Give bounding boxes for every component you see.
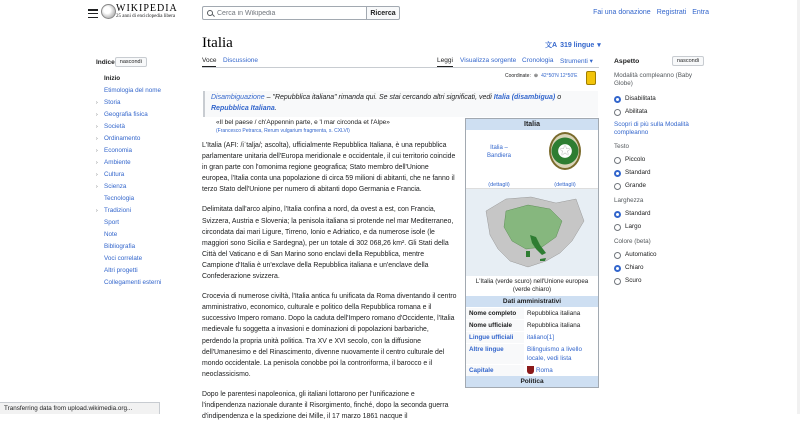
- chevron-right-icon[interactable]: ›: [96, 100, 98, 106]
- width-label: Larghezza: [614, 197, 644, 204]
- toc-item-label: Ambiente: [104, 159, 131, 166]
- infobox-value: [524, 308, 598, 319]
- toc-item[interactable]: [96, 109, 188, 121]
- tab-strumenti-label: Strumenti: [560, 58, 588, 65]
- text-size-option[interactable]: [614, 155, 704, 165]
- toc-item[interactable]: [96, 265, 188, 277]
- toc-item[interactable]: [96, 121, 188, 133]
- hatnote-disambig-link[interactable]: Disambiguazione: [211, 94, 265, 101]
- search-input[interactable]: [217, 10, 357, 17]
- paragraph-intro: L'Italia (AFI: /iˈtalja/; ascolta), ufficialmente Repubblica Italiana, è una repubblica parlamentare unitaria dell'Europa meridionale e occidentale, il cui territorio coincide in gran parte con l'omonima regione geografica; Stato membro dell'Unione europea, l'Italia conta una popolazione di circa 59 milioni di abitanti, che ne fanno il terzo Stato dell'Unione per numero di abitanti dopo Germania e Francia.: [202, 142, 456, 194]
- language-button[interactable]: [545, 40, 601, 50]
- chevron-down-icon: ▾: [589, 58, 593, 65]
- disambiguation-hatnote: [203, 91, 598, 117]
- radio-button-icon[interactable]: [614, 265, 621, 272]
- text-size-option-label: Grande: [625, 182, 647, 189]
- chevron-right-icon[interactable]: ›: [96, 184, 98, 190]
- quote-source[interactable]: (Francesco Petrarca, Rerum vulgarium fragmenta, s. CXLVI): [216, 128, 350, 134]
- toc-item[interactable]: [96, 241, 188, 253]
- width-option[interactable]: [614, 209, 704, 219]
- toc-item[interactable]: [96, 85, 188, 97]
- text-size-label: Testo: [614, 143, 630, 150]
- toc-item-label: Inizio: [104, 75, 121, 82]
- infobox-key: Capitale: [466, 365, 524, 376]
- hatnote-end: .: [274, 105, 277, 112]
- toc-item-label: Economia: [104, 147, 133, 154]
- paragraph-risorgimento: Dopo le parentesi napoleonica, gli italiani lottarono per l'unificazione e l'indipendenza nazionale durante il Risorgimento, finché, dopo la seconda guerra d'indipendenza e la spedizione dei Mille, il 17 marzo 1861 nacque il: [202, 390, 449, 421]
- infobox-row: [466, 343, 598, 364]
- toc-item-label: Bibliografia: [104, 243, 136, 250]
- radio-button-icon[interactable]: [614, 109, 621, 116]
- toc-item-label: Geografia fisica: [104, 111, 148, 118]
- table-of-contents: [96, 57, 188, 289]
- infobox-value: [524, 320, 598, 331]
- infobox-key: Lingue ufficiali: [466, 332, 524, 343]
- europe-map-icon: [476, 191, 588, 275]
- toc-list: [96, 73, 188, 289]
- infobox-section-politica: Politica: [466, 376, 598, 387]
- infobox-row: [466, 319, 598, 331]
- chevron-right-icon[interactable]: ›: [96, 148, 98, 154]
- color-option[interactable]: [614, 263, 704, 273]
- compat-option[interactable]: [614, 107, 704, 117]
- toc-item-label: Collegamenti esterni: [104, 279, 162, 286]
- toc-hide-button[interactable]: nascondi: [115, 57, 147, 67]
- paragraph-history: Crocevia di numerose civiltà, l'Italia antica fu unificata da Roma diventando il centro amministrativo, economico, culturale e politico della Repubblica romana e il successivo Impero romano. Dopo la caduta dell'Impero romano d'Occidente, l'Italia medievale fu soggetta a invasioni e dominazioni di popolazioni barbariche, perdendo la propria unità politica. Tra XV e XVI secolo, con la diffusione dell'Umanesimo e del Rinascimento, divenne nuovamente il centro culturale del mondo occidentale. La penisola conobbe poi la controriforma, il barocco e il neoclassicismo.: [202, 293, 457, 378]
- language-count: 319 lingue: [560, 41, 595, 49]
- hatnote-mid: o: [555, 94, 562, 101]
- toc-item-label: Cultura: [104, 171, 125, 178]
- toc-item[interactable]: [96, 133, 188, 145]
- infobox-value[interactable]: [524, 344, 598, 364]
- locator-map[interactable]: [466, 188, 598, 276]
- page-tabs: [202, 55, 599, 68]
- toc-item[interactable]: [96, 253, 188, 265]
- width-option-label: Standard: [625, 210, 651, 217]
- infobox-row: [466, 364, 598, 376]
- compat-option-label: Disabilitata: [625, 95, 656, 102]
- infobox-row: [466, 307, 598, 319]
- infobox-key: Nome completo: [466, 308, 524, 319]
- toc-item[interactable]: [96, 217, 188, 229]
- globe-icon: ⊕: [533, 73, 539, 79]
- infobox-value[interactable]: [524, 365, 598, 376]
- donate-link[interactable]: Fai una donazione: [593, 9, 651, 16]
- compat-mode-text: Modalità compleanno (Baby Globe): [614, 72, 693, 87]
- color-option-label: Automatico: [625, 251, 657, 258]
- radio-button-icon[interactable]: [614, 211, 621, 218]
- radio-button-icon[interactable]: [614, 157, 621, 164]
- toc-item[interactable]: [96, 205, 188, 217]
- appearance-panel: [614, 56, 704, 289]
- tab-voce[interactable]: Voce: [202, 57, 216, 67]
- toc-item-label: Voci correlate: [104, 255, 143, 262]
- tab-cronologia[interactable]: Cronologia: [522, 57, 554, 64]
- color-option-label: Scuro: [625, 277, 642, 284]
- radio-button-icon[interactable]: [614, 183, 621, 190]
- page-title: Italia: [202, 35, 233, 51]
- infobox-rows: [466, 307, 598, 376]
- toc-item[interactable]: [96, 277, 188, 289]
- text-size-option[interactable]: [614, 168, 704, 178]
- color-option[interactable]: [614, 250, 704, 260]
- emblem-dettagli-link[interactable]: (dettagli): [554, 182, 576, 188]
- chevron-right-icon[interactable]: ›: [96, 136, 98, 142]
- chevron-right-icon[interactable]: ›: [96, 112, 98, 118]
- tab-discussione[interactable]: Discussione: [223, 57, 259, 64]
- hatnote-link-repubblica[interactable]: Repubblica Italiana: [211, 105, 275, 112]
- coordinates: [505, 73, 578, 79]
- infobox-section-admin: Dati amministrativi: [466, 296, 598, 307]
- chevron-right-icon[interactable]: ›: [96, 208, 98, 214]
- toc-title: Indice: [96, 58, 115, 66]
- infobox-row: [466, 331, 598, 343]
- wikipedia-tagline: 25 anni di enciclopedia libera: [116, 14, 176, 19]
- paragraph-geography: Delimitata dall'arco alpino, l'Italia confina a nord, da ovest a est, con Francia, Svizzera, Austria e Slovenia; la penisola italiana si protende nel mar Mediterraneo, circondata dai mari Ligure, Tirreno, Ionio e Adriatico, e da numerose isole (le maggiori sono Sicilia e Sardegna), per un totale di 302 068,26 km². Gli Stati della Città del Vaticano e di San Marino sono enclavi della Repubblica, mentre Campione d'Italia è un'exclave della Repubblica italiana e un'enclave della Confederazione svizzera.: [202, 206, 454, 281]
- infobox-title: Italia: [466, 119, 598, 130]
- toc-item[interactable]: [96, 193, 188, 205]
- width-option-label: Largo: [625, 223, 642, 230]
- coords-value[interactable]: 42°50′N 12°50′E: [541, 73, 578, 79]
- color-label: Colore (beta): [614, 238, 651, 245]
- infobox: [465, 118, 599, 388]
- infobox-value-text: Bilinguismo a livello locale, vedi lista: [527, 346, 582, 362]
- toc-item-label: Scienza: [104, 183, 127, 190]
- petrarca-quote: [216, 118, 461, 136]
- radio-button-icon[interactable]: [614, 96, 621, 103]
- text-size-option[interactable]: [614, 181, 704, 191]
- flag-caption[interactable]: Italia – Bandiera: [486, 145, 512, 159]
- toc-item[interactable]: [96, 145, 188, 157]
- compat-option[interactable]: [614, 94, 704, 104]
- flag-dettagli-link[interactable]: (dettagli): [488, 182, 510, 188]
- infobox-value-text: Repubblica italiana: [527, 310, 581, 317]
- toc-item[interactable]: [96, 229, 188, 241]
- toc-item[interactable]: [96, 181, 188, 193]
- toc-item-label: Sport: [104, 219, 120, 226]
- infobox-key: Nome ufficiale: [466, 320, 524, 331]
- text-size-option-label: Standard: [625, 169, 651, 176]
- learn-more-link[interactable]: Scopri di più sulla Modalità compleanno: [614, 121, 689, 136]
- infobox-images: [466, 130, 598, 182]
- radio-button-icon[interactable]: [614, 170, 621, 177]
- toc-item-label: Tecnologia: [104, 195, 135, 202]
- search-box[interactable]: [202, 6, 367, 20]
- article-body: [202, 140, 457, 431]
- appearance-hide-button[interactable]: nascondi: [672, 56, 704, 66]
- hatnote-text: – "Repubblica italiana" rimanda qui. Se stai cercando altri significati, vedi: [264, 94, 494, 101]
- radio-button-icon[interactable]: [614, 278, 621, 285]
- toc-item[interactable]: [96, 157, 188, 169]
- toc-item-label: Ordinamento: [104, 135, 141, 142]
- toc-item[interactable]: [96, 73, 188, 85]
- translate-icon: 文A: [545, 42, 558, 49]
- browser-status-bar: Transferring data from upload.wikimedia.org...: [0, 402, 160, 414]
- tab-leggi[interactable]: Leggi: [437, 57, 453, 67]
- toc-item-label: Etimologia del nome: [104, 87, 162, 94]
- infobox-key: Altre lingue: [466, 344, 524, 364]
- toc-item-label: Tradizioni: [104, 207, 132, 214]
- compat-option-label: Abilitata: [625, 108, 648, 115]
- emblem-of-italy-icon[interactable]: [549, 132, 581, 170]
- toc-item-label: Altri progetti: [104, 267, 138, 274]
- infobox-value-text: italiano[1]: [527, 334, 554, 341]
- map-caption: L'Italia (verde scuro) nell'Unione europea (verde chiaro): [466, 276, 598, 296]
- chevron-right-icon[interactable]: ›: [96, 160, 98, 166]
- quote-line: «Il bel paese / ch'Appennin parte, e 'l mar circonda et l'Alpe»: [216, 119, 390, 126]
- toc-item[interactable]: [96, 97, 188, 109]
- chevron-right-icon[interactable]: ›: [96, 172, 98, 178]
- login-link[interactable]: Entra: [692, 9, 709, 16]
- chevron-right-icon[interactable]: ›: [96, 124, 98, 130]
- chevron-down-icon: ▾: [597, 42, 601, 49]
- color-option[interactable]: [614, 276, 704, 286]
- tab-visualizza-sorgente[interactable]: Visualizza sorgente: [460, 57, 517, 64]
- color-option-label: Chiaro: [625, 264, 644, 271]
- infobox-value-text: Roma: [536, 367, 553, 374]
- text-size-option-label: Piccolo: [625, 156, 646, 163]
- toc-item-label: Storia: [104, 99, 121, 106]
- main-menu-button[interactable]: [88, 9, 98, 18]
- infobox-value-text: Repubblica italiana: [527, 322, 581, 329]
- wikipedia-wordmark[interactable]: WIKIPEDIA: [116, 3, 178, 14]
- tab-strumenti[interactable]: [560, 57, 593, 65]
- width-option[interactable]: [614, 222, 704, 232]
- search-icon: [207, 10, 213, 16]
- roma-coat-icon: [527, 366, 534, 374]
- search-button[interactable]: Ricerca: [367, 6, 400, 20]
- register-link[interactable]: Registrati: [656, 9, 687, 16]
- radio-button-icon[interactable]: [614, 252, 621, 259]
- toc-item-label: Note: [104, 231, 118, 238]
- toc-item[interactable]: [96, 169, 188, 181]
- radio-button-icon[interactable]: [614, 224, 621, 231]
- hatnote-link-disambigua[interactable]: Italia (disambigua): [493, 94, 556, 101]
- wikipedia-globe-icon[interactable]: [101, 4, 116, 19]
- coords-label: Coordinate:: [505, 73, 531, 79]
- infobox-value[interactable]: [524, 332, 598, 343]
- personal-tools: [593, 9, 709, 16]
- protection-lock-icon[interactable]: [586, 71, 596, 85]
- appearance-title: Aspetto: [614, 57, 640, 65]
- toc-item-label: Società: [104, 123, 126, 130]
